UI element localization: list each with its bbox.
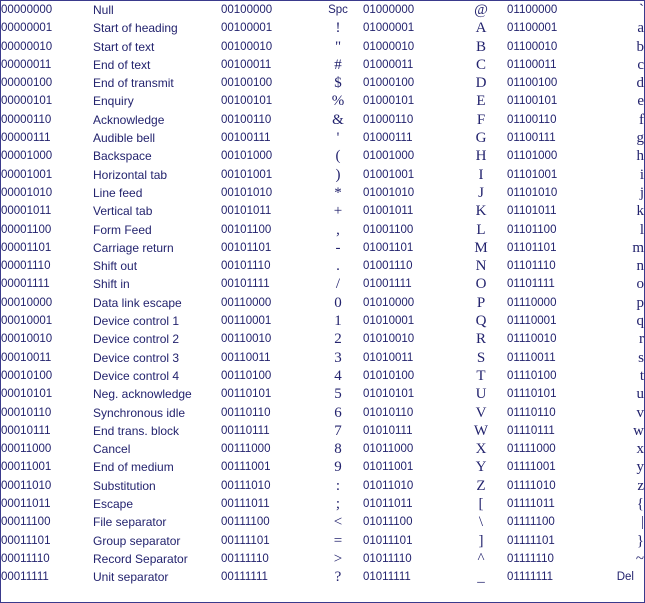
uppercase-glyph: P xyxy=(476,294,486,311)
table-row xyxy=(1,422,644,440)
lowercase-glyph: } xyxy=(636,532,644,549)
uppercase-glyph: G xyxy=(475,130,487,147)
binary-symbol: 00111011 xyxy=(221,498,270,511)
binary-lowercase: 01101110 xyxy=(507,260,556,273)
table-row xyxy=(1,532,644,550)
table-row xyxy=(1,495,644,513)
symbol-glyph: + xyxy=(333,203,343,220)
uppercase-glyph: W xyxy=(473,422,489,439)
control-name: Shift in xyxy=(93,277,130,292)
binary-control: 00001101 xyxy=(1,241,52,254)
table-row xyxy=(1,92,644,110)
control-name: Neg. acknowledge xyxy=(93,387,192,402)
table-row xyxy=(1,257,644,275)
binary-lowercase: 01111100 xyxy=(507,516,555,529)
table-row xyxy=(1,19,644,37)
binary-control: 00000110 xyxy=(1,113,52,126)
binary-symbol: 00110010 xyxy=(221,333,272,346)
binary-control: 00000011 xyxy=(1,58,52,71)
binary-lowercase: 01100110 xyxy=(507,113,557,126)
table-row xyxy=(1,129,644,147)
table-row xyxy=(1,330,644,348)
binary-uppercase: 01011110 xyxy=(363,552,412,565)
binary-lowercase: 01100111 xyxy=(507,132,556,145)
binary-lowercase: 01101001 xyxy=(507,168,558,181)
control-name: Acknowledge xyxy=(93,112,165,127)
binary-lowercase: 01101000 xyxy=(507,150,558,163)
binary-control: 00010010 xyxy=(1,333,53,346)
table-row xyxy=(1,367,644,385)
symbol-glyph: 3 xyxy=(334,349,342,366)
binary-control: 00001000 xyxy=(1,150,53,163)
symbol-glyph: / xyxy=(335,276,341,293)
symbol-glyph: < xyxy=(333,514,343,531)
control-name: File separator xyxy=(93,515,167,530)
binary-symbol: 00101101 xyxy=(221,241,272,254)
binary-uppercase: 01011111 xyxy=(363,571,411,584)
binary-lowercase: 01111010 xyxy=(507,479,556,492)
table-row xyxy=(1,147,644,165)
control-name: Form Feed xyxy=(93,222,152,237)
binary-lowercase: 01100011 xyxy=(507,58,557,71)
lowercase-glyph: | xyxy=(640,514,644,531)
lowercase-glyph: o xyxy=(636,276,644,293)
uppercase-glyph: U xyxy=(475,386,487,403)
binary-symbol: 00101001 xyxy=(221,168,273,181)
binary-symbol: 00110011 xyxy=(221,351,271,364)
table-row xyxy=(1,349,644,367)
binary-uppercase: 01001011 xyxy=(363,205,414,218)
binary-lowercase: 01110010 xyxy=(507,333,557,346)
binary-control: 00010101 xyxy=(1,388,53,401)
symbol-glyph: % xyxy=(331,93,345,110)
symbol-glyph: ; xyxy=(335,496,341,513)
control-name: Null xyxy=(93,3,114,17)
control-name: Vertical tab xyxy=(93,204,153,219)
binary-lowercase: 01100101 xyxy=(507,95,558,108)
binary-control: 00000101 xyxy=(1,95,53,108)
control-name: Substitution xyxy=(93,478,156,493)
binary-lowercase: 01100010 xyxy=(507,40,558,53)
uppercase-glyph: L xyxy=(476,221,486,238)
binary-uppercase: 01010000 xyxy=(363,296,415,309)
binary-control: 00011000 xyxy=(1,443,52,456)
binary-control: 00000100 xyxy=(1,77,53,90)
binary-symbol: 00110111 xyxy=(221,424,270,437)
binary-symbol: 00100100 xyxy=(221,77,273,90)
symbol-glyph: ( xyxy=(335,148,341,165)
binary-symbol: 00111000 xyxy=(221,443,271,456)
lowercase-glyph: d xyxy=(636,75,644,92)
lowercase-glyph: t xyxy=(639,367,644,384)
control-name: End of transmit xyxy=(93,76,174,91)
table-row xyxy=(1,294,644,312)
binary-symbol: 00111010 xyxy=(221,479,271,492)
binary-symbol: 00101011 xyxy=(221,205,272,218)
binary-symbol: 00100001 xyxy=(221,22,273,35)
lowercase-glyph: z xyxy=(637,477,644,494)
table-row xyxy=(1,312,644,330)
binary-uppercase: 01001010 xyxy=(363,186,415,199)
binary-lowercase: 01100000 xyxy=(507,4,558,16)
table-row xyxy=(1,568,644,586)
binary-control: 00011010 xyxy=(1,479,52,492)
binary-symbol: 00111110 xyxy=(221,552,269,565)
table-row xyxy=(1,275,644,293)
uppercase-glyph: O xyxy=(475,276,487,293)
uppercase-glyph: B xyxy=(475,38,486,55)
binary-symbol: 00101000 xyxy=(221,150,273,163)
control-name: End trans. block xyxy=(93,423,180,438)
symbol-glyph: $ xyxy=(334,75,342,92)
lowercase-glyph: ` xyxy=(639,2,644,18)
control-name: Start of text xyxy=(93,39,155,54)
binary-symbol: 00101110 xyxy=(221,260,271,273)
lowercase-glyph: y xyxy=(636,459,644,476)
uppercase-glyph: @ xyxy=(474,2,488,18)
binary-symbol: 00110000 xyxy=(221,296,272,309)
symbol-glyph: # xyxy=(334,56,342,73)
lowercase-glyph: i xyxy=(639,166,644,183)
uppercase-glyph: S xyxy=(476,349,486,366)
uppercase-glyph: ] xyxy=(478,532,484,549)
lowercase-glyph: l xyxy=(639,221,644,238)
lowercase-glyph: k xyxy=(636,203,644,220)
symbol-glyph: 2 xyxy=(334,331,342,348)
symbol-glyph: & xyxy=(332,111,344,128)
binary-uppercase: 01000010 xyxy=(363,40,415,53)
binary-uppercase: 01011010 xyxy=(363,479,414,492)
control-name: Escape xyxy=(93,497,134,512)
binary-symbol: 00100101 xyxy=(221,95,273,108)
binary-symbol: 00100000 xyxy=(221,4,273,16)
binary-symbol: 00101010 xyxy=(221,186,273,199)
symbol-glyph: 6 xyxy=(334,404,342,421)
lowercase-glyph: p xyxy=(636,294,644,311)
binary-control: 00010111 xyxy=(1,424,51,437)
lowercase-glyph: x xyxy=(636,441,644,458)
lowercase-glyph: Del xyxy=(616,571,634,584)
binary-lowercase: 01111101 xyxy=(507,534,555,547)
binary-control: 00001001 xyxy=(1,168,53,181)
binary-lowercase: 01111111 xyxy=(507,571,554,584)
symbol-glyph: , xyxy=(336,221,340,238)
symbol-glyph: Spc xyxy=(328,4,348,16)
binary-symbol: 00111111 xyxy=(221,571,268,584)
binary-lowercase: 01110011 xyxy=(507,351,556,364)
table-row xyxy=(1,385,644,403)
binary-uppercase: 01011000 xyxy=(363,443,414,456)
symbol-glyph: : xyxy=(335,477,341,494)
lowercase-glyph: e xyxy=(637,93,644,110)
symbol-glyph: * xyxy=(334,184,342,201)
binary-uppercase: 01010011 xyxy=(363,351,414,364)
table-row xyxy=(1,550,644,568)
control-name: Synchronous idle xyxy=(93,405,186,420)
uppercase-glyph: A xyxy=(475,20,487,37)
binary-uppercase: 01000100 xyxy=(363,77,415,90)
ascii-table-body xyxy=(1,1,644,587)
lowercase-glyph: s xyxy=(638,349,644,366)
symbol-glyph: 0 xyxy=(334,294,342,311)
uppercase-glyph: N xyxy=(475,258,487,275)
binary-uppercase: 01010101 xyxy=(363,388,415,401)
table-row xyxy=(1,38,644,56)
symbol-glyph: 1 xyxy=(334,313,342,330)
control-name: Horizontal tab xyxy=(93,167,168,182)
binary-lowercase: 01110100 xyxy=(507,369,557,382)
binary-control: 00001111 xyxy=(1,278,50,291)
table-row xyxy=(1,239,644,257)
control-name: Data link escape xyxy=(93,295,182,310)
binary-control: 00001010 xyxy=(1,186,53,199)
binary-uppercase: 01010010 xyxy=(363,333,415,346)
binary-symbol: 00110100 xyxy=(221,369,272,382)
binary-control: 00011001 xyxy=(1,461,52,474)
binary-symbol: 00110001 xyxy=(221,315,272,328)
binary-uppercase: 01010110 xyxy=(363,406,414,419)
binary-symbol: 00111001 xyxy=(221,461,271,474)
binary-symbol: 00100010 xyxy=(221,40,273,53)
ascii-table xyxy=(1,1,644,587)
lowercase-glyph: v xyxy=(636,404,644,421)
symbol-glyph: ! xyxy=(335,20,341,37)
binary-uppercase: 01000000 xyxy=(363,4,415,16)
symbol-glyph: - xyxy=(335,239,341,256)
binary-control: 00010000 xyxy=(1,296,53,309)
binary-uppercase: 01011101 xyxy=(363,534,413,547)
binary-control: 00000111 xyxy=(1,132,51,145)
table-row xyxy=(1,184,644,202)
binary-uppercase: 01011001 xyxy=(363,461,414,474)
binary-uppercase: 01000111 xyxy=(363,132,413,145)
lowercase-glyph: g xyxy=(636,130,644,147)
binary-symbol: 00101100 xyxy=(221,223,272,236)
binary-control: 00010001 xyxy=(1,315,53,328)
binary-control: 00000010 xyxy=(1,40,53,53)
symbol-glyph: " xyxy=(334,38,342,55)
binary-uppercase: 01000001 xyxy=(363,22,415,35)
binary-control: 00001011 xyxy=(1,205,52,218)
binary-symbol: 00111100 xyxy=(221,516,270,529)
lowercase-glyph: b xyxy=(636,38,644,55)
control-name: Group separator xyxy=(93,533,181,548)
binary-uppercase: 01010100 xyxy=(363,369,415,382)
uppercase-glyph: K xyxy=(475,203,487,220)
binary-symbol: 00101111 xyxy=(221,278,270,291)
table-row xyxy=(1,56,644,74)
control-name: Device control 4 xyxy=(93,368,180,383)
binary-control: 00011011 xyxy=(1,498,51,511)
symbol-glyph: 5 xyxy=(334,386,342,403)
control-name: Device control 3 xyxy=(93,350,180,365)
binary-symbol: 00111101 xyxy=(221,534,270,547)
binary-lowercase: 01100001 xyxy=(507,22,558,35)
lowercase-glyph: q xyxy=(636,313,644,330)
binary-uppercase: 01001000 xyxy=(363,150,415,163)
binary-uppercase: 01011100 xyxy=(363,516,413,529)
lowercase-glyph: j xyxy=(639,184,644,201)
binary-uppercase: 01010001 xyxy=(363,315,415,328)
binary-control: 00010110 xyxy=(1,406,52,419)
binary-uppercase: 01000110 xyxy=(363,113,414,126)
lowercase-glyph: m xyxy=(632,239,644,256)
binary-lowercase: 01110001 xyxy=(507,315,557,328)
control-name: Start of heading xyxy=(93,21,178,36)
uppercase-glyph: I xyxy=(478,166,484,183)
binary-uppercase: 01001001 xyxy=(363,168,415,181)
lowercase-glyph: a xyxy=(637,20,644,37)
uppercase-glyph: [ xyxy=(478,496,484,513)
uppercase-glyph: Q xyxy=(475,313,487,330)
binary-control: 00011111 xyxy=(1,571,49,584)
uppercase-glyph: \ xyxy=(478,514,484,531)
binary-lowercase: 01111011 xyxy=(507,498,555,511)
control-name: End of medium xyxy=(93,460,174,475)
binary-lowercase: 01111110 xyxy=(507,552,554,565)
binary-lowercase: 01110111 xyxy=(507,424,555,437)
binary-lowercase: 01101111 xyxy=(507,278,555,291)
table-row xyxy=(1,74,644,92)
symbol-glyph: ' xyxy=(336,130,340,147)
binary-uppercase: 01010111 xyxy=(363,424,413,437)
binary-control: 00011100 xyxy=(1,516,51,529)
lowercase-glyph: c xyxy=(637,56,644,73)
binary-control: 00010011 xyxy=(1,351,52,364)
binary-lowercase: 01101101 xyxy=(507,241,557,254)
control-name: Unit separator xyxy=(93,570,169,585)
binary-control: 00000001 xyxy=(1,22,53,35)
uppercase-glyph: R xyxy=(475,331,486,348)
uppercase-glyph: X xyxy=(475,441,487,458)
binary-control: 00000000 xyxy=(1,4,53,16)
uppercase-glyph: F xyxy=(476,111,486,128)
binary-uppercase: 01001110 xyxy=(363,260,413,273)
lowercase-glyph: h xyxy=(636,148,644,165)
table-row xyxy=(1,440,644,458)
control-name: Device control 2 xyxy=(93,332,180,347)
table-row xyxy=(1,221,644,239)
control-name: Cancel xyxy=(93,442,131,457)
binary-uppercase: 01000101 xyxy=(363,95,415,108)
lowercase-glyph: ~ xyxy=(635,550,644,567)
binary-control: 00001100 xyxy=(1,223,52,236)
symbol-glyph: ) xyxy=(335,166,341,183)
control-name: Carriage return xyxy=(93,240,174,255)
binary-lowercase: 01101010 xyxy=(507,186,558,199)
binary-control: 00010100 xyxy=(1,369,53,382)
binary-uppercase: 01001111 xyxy=(363,278,412,291)
lowercase-glyph: { xyxy=(636,496,644,513)
binary-symbol: 00110101 xyxy=(221,388,272,401)
binary-lowercase: 01110101 xyxy=(507,388,557,401)
uppercase-glyph: Z xyxy=(476,477,486,494)
symbol-glyph: . xyxy=(336,258,340,275)
binary-symbol: 00110110 xyxy=(221,406,271,419)
binary-uppercase: 01001101 xyxy=(363,241,414,254)
symbol-glyph: 8 xyxy=(334,441,342,458)
binary-lowercase: 01111001 xyxy=(507,461,556,474)
symbol-glyph: 9 xyxy=(334,459,342,476)
uppercase-glyph: Y xyxy=(475,459,487,476)
binary-control: 00011101 xyxy=(1,534,51,547)
control-name: Device control 1 xyxy=(93,314,180,329)
binary-symbol: 00100011 xyxy=(221,58,272,71)
uppercase-glyph: J xyxy=(478,184,484,201)
binary-uppercase: 01011011 xyxy=(363,498,413,511)
symbol-glyph: ? xyxy=(334,569,342,586)
lowercase-glyph: n xyxy=(636,258,644,275)
uppercase-glyph: _ xyxy=(477,569,485,586)
control-name: End of text xyxy=(93,57,151,72)
lowercase-glyph: r xyxy=(639,331,644,348)
uppercase-glyph: C xyxy=(475,56,486,73)
binary-lowercase: 01101011 xyxy=(507,205,557,218)
binary-lowercase: 01101100 xyxy=(507,223,557,236)
lowercase-glyph: u xyxy=(636,386,644,403)
binary-symbol: 00100111 xyxy=(221,132,271,145)
table-row xyxy=(1,404,644,422)
symbol-glyph: > xyxy=(333,550,343,567)
uppercase-glyph: E xyxy=(476,93,486,110)
uppercase-glyph: V xyxy=(475,404,487,421)
symbol-glyph: 4 xyxy=(334,367,342,384)
binary-uppercase: 01001100 xyxy=(363,223,414,236)
uppercase-glyph: D xyxy=(475,75,487,92)
binary-lowercase: 01100100 xyxy=(507,77,558,90)
table-row xyxy=(1,111,644,129)
control-name: Record Separator xyxy=(93,551,188,566)
binary-symbol: 00100110 xyxy=(221,113,272,126)
binary-lowercase: 01110110 xyxy=(507,406,556,419)
uppercase-glyph: H xyxy=(475,148,487,165)
lowercase-glyph: w xyxy=(633,422,644,439)
lowercase-glyph: f xyxy=(639,111,644,128)
binary-lowercase: 01110000 xyxy=(507,296,557,309)
table-row xyxy=(1,166,644,184)
table-row xyxy=(1,202,644,220)
control-name: Shift out xyxy=(93,259,138,274)
binary-uppercase: 01000011 xyxy=(363,58,414,71)
uppercase-glyph: T xyxy=(476,367,486,384)
control-name: Backspace xyxy=(93,149,152,164)
binary-control: 00001110 xyxy=(1,260,51,273)
uppercase-glyph: ^ xyxy=(477,550,485,567)
table-row xyxy=(1,1,644,19)
table-row xyxy=(1,477,644,495)
uppercase-glyph: M xyxy=(474,239,488,256)
symbol-glyph: = xyxy=(333,532,343,549)
symbol-glyph: 7 xyxy=(334,422,342,439)
control-name: Enquiry xyxy=(93,94,134,109)
binary-control: 00011110 xyxy=(1,552,50,565)
table-row xyxy=(1,513,644,531)
binary-lowercase: 01111000 xyxy=(507,443,556,456)
control-name: Audible bell xyxy=(93,131,156,146)
table-row xyxy=(1,458,644,476)
control-name: Line feed xyxy=(93,185,143,200)
